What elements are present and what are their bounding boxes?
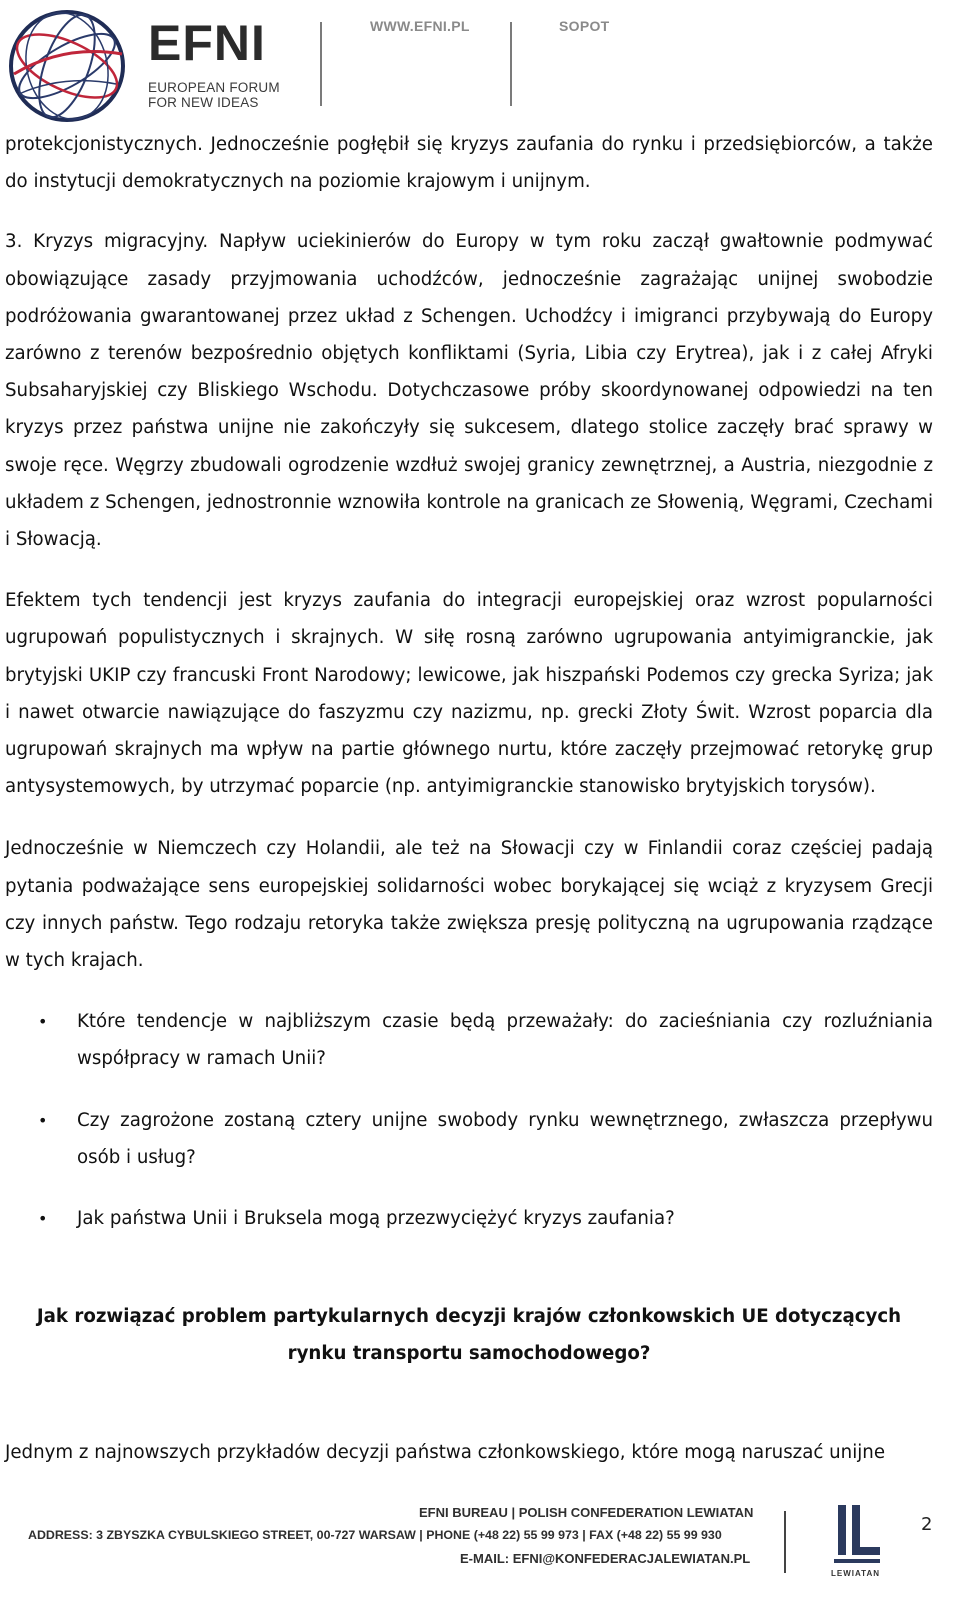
bullet-icon: • <box>38 1209 48 1229</box>
page-header <box>0 0 960 130</box>
header-divider <box>320 22 322 106</box>
lewiatan-label: LEWIATAN <box>831 1569 881 1578</box>
list-item-text: Jak państwa Unii i Bruksela mogą przezwyciężyć kryzys zaufania? <box>77 1208 675 1230</box>
footer-bureau: EFNI BUREAU | POLISH CONFEDERATION LEWIATAN <box>419 1505 754 1520</box>
list-item-text: Czy zagrożone zostaną cztery unijne swobody rynku wewnętrznego, zwłaszcza przepływu osób i usług? <box>77 1109 933 1168</box>
list-item <box>5 1003 933 1077</box>
efni-brand <box>148 15 280 110</box>
paragraph: protekcjonistycznych. Jednocześnie pogłębił się kryzys zaufania do rynku i przedsiębiorców, a także do instytucji demokratycznych na poziomie krajowym i unijnym. <box>5 134 933 193</box>
list-item <box>5 1200 933 1237</box>
bullet-icon: • <box>38 1110 48 1130</box>
efni-globe-logo <box>4 4 130 126</box>
page-footer <box>0 1495 960 1606</box>
list-item <box>5 1102 933 1176</box>
document-body <box>5 126 933 1471</box>
footer-address: ADDRESS: 3 ZBYSZKA CYBULSKIEGO STREET, 00-727 WARSAW | PHONE (+48 22) 55 99 973 | FAX (+48 22) 55 99 930 <box>28 1528 722 1542</box>
brand-name: EFNI <box>148 15 266 71</box>
bullet-icon: • <box>38 1012 48 1032</box>
section-heading: Jak rozwiązać problem partykularnych decyzji krajów członkowskich UE dotyczących rynku transportu samochodowego? <box>36 1306 902 1365</box>
list-item-text: Które tendencje w najbliższym czasie będą przeważały: do zacieśniania czy rozluźniania współpracy w ramach Unii? <box>77 1011 933 1070</box>
header-city: SOPOT <box>559 18 610 34</box>
paragraph: Jednym z najnowszych przykładów decyzji państwa członkowskiego, które mogą naruszać unijne <box>5 1441 886 1463</box>
page-number: 2 <box>921 1514 933 1535</box>
paragraph: Efektem tych tendencji jest kryzys zaufania do integracji europejskiej oraz wzrost popularności ugrupowań populistycznych i skrajnych. W siłę rosną zarówno ugrupowania antyimigranckie, jak brytyjski UKIP czy francuski Front Narodowy; lewicowe, jak hiszpański Podemos czy grecka Syriza; jak i nawet otwarcie nawiązujące do faszyzmu czy nazizmu, np. grecki Złoty Świt. Wzrost poparcia dla ugrupowań skrajnych ma wpływ na partie głównego nurtu, które zaczęły przejmować retorykę grup antysystemowych, by utrzymać poparcie (np. antyimigranckie stanowisko brytyjskich torysów). <box>5 590 933 798</box>
footer-email: E-MAIL: EFNI@KONFEDERACJALEWIATAN.PL <box>460 1551 751 1566</box>
paragraph: 3. Kryzys migracyjny. Napływ uciekinierów do Europy w tym roku zaczął gwałtownie podmywać obowiązujące zasady przyjmowania uchodźców, jednocześnie zagrażając unijnej swobodzie podróżowania gwarantowanej przez układ z Schengen. Uchodźcy i imigranci przybywają do Europy zarówno z terenów bezpośrednio objętych konfliktami (Syria, Libia czy Erytrea), jak i z całej Afryki Subsaharyjskiej czy Bliskiego Wschodu. Dotychczasowe próby skoordynowanej odpowiedzi na ten kryzys przez państwa unijne nie zakończyły się sukcesem, dlatego stolice zaczęły brać sprawy w swoje ręce. Węgrzy zbudowali ogrodzenie wzdłuż swojej granicy zewnętrznej, a Austria, niezgodnie z układem z Schengen, jednostronnie wznowiła kontrole na granicach ze Słowenią, Węgrami, Czechami i Słowacją. <box>5 231 933 551</box>
footer-divider <box>784 1511 786 1573</box>
paragraph: Jednocześnie w Niemczech czy Holandii, ale też na Słowacji czy w Finlandii coraz częściej padają pytania podważające sens europejskiej solidarności wobec borykającej się wciąż z kryzysem Grecji czy innych państw. Tego rodzaju retoryka także zwiększa presję polityczną na ugrupowania rządzące w tych krajach. <box>5 838 933 972</box>
header-divider <box>510 22 512 106</box>
header-website: WWW.EFNI.PL <box>370 18 470 34</box>
lewiatan-logo-icon <box>830 1503 882 1565</box>
question-list <box>5 1003 933 1237</box>
brand-subtitle-2: FOR NEW IDEAS <box>148 95 259 110</box>
brand-subtitle-1: EUROPEAN FORUM <box>148 80 280 95</box>
